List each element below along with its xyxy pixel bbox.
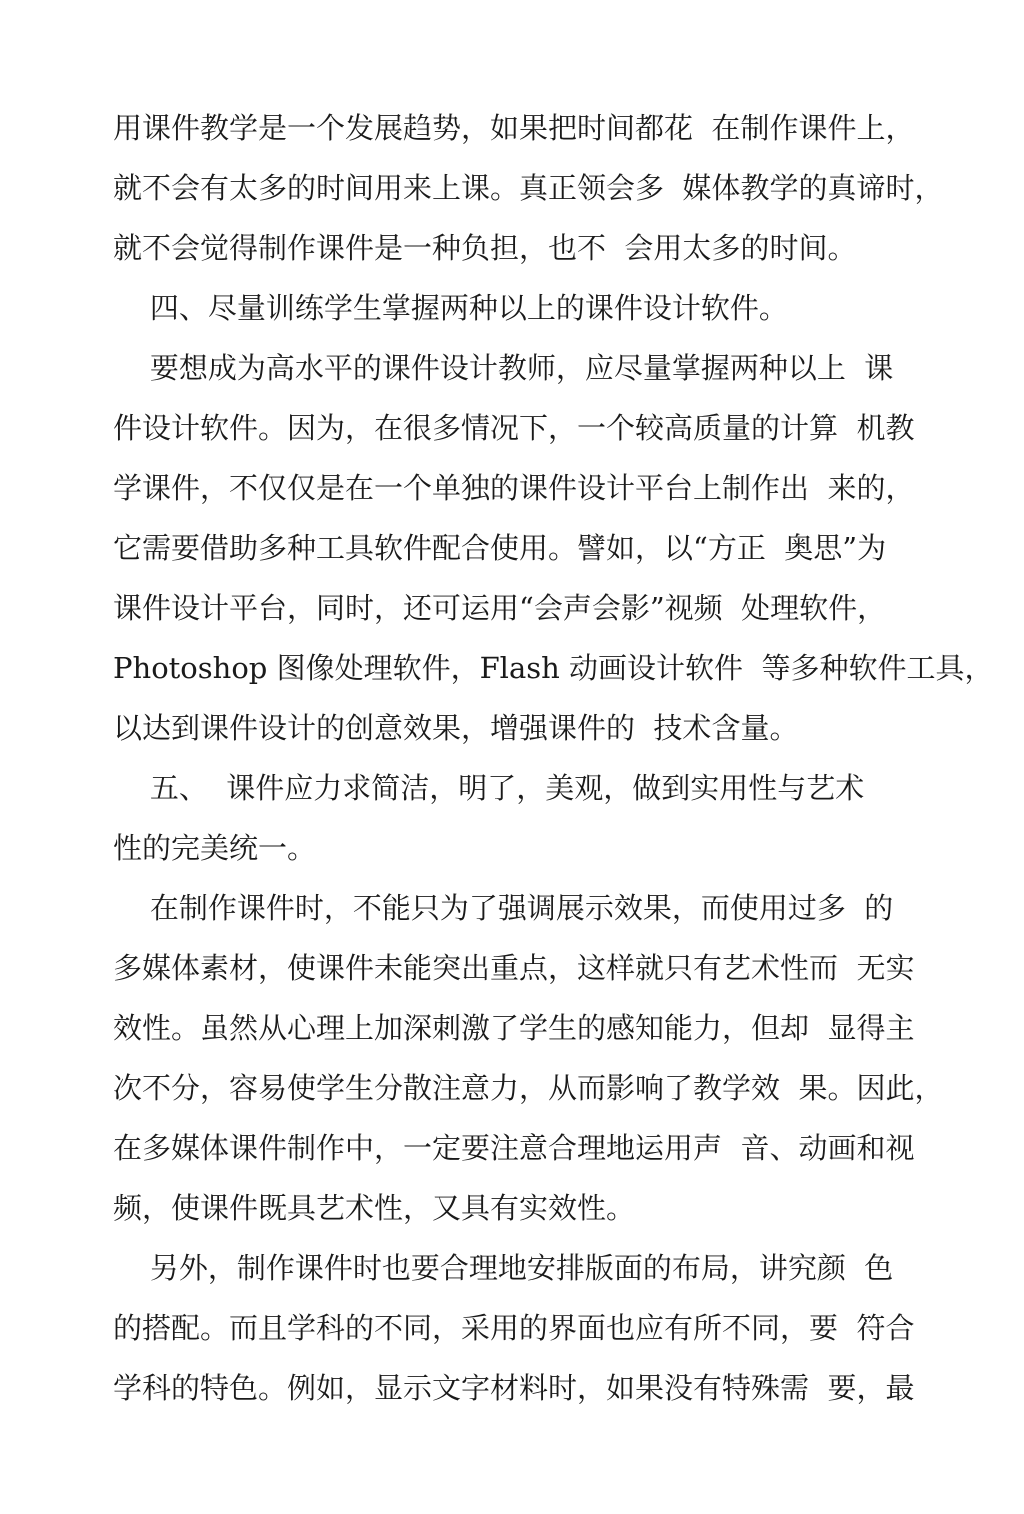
text-line: 用课件教学是一个发展趋势，如果把时间都花 在制作课件上，	[113, 111, 915, 145]
text-line: 次不分，容易使学生分散注意力，从而影响了教学效 果。因此，	[113, 1071, 944, 1105]
text-line: 频，使课件既具艺术性，又具有实效性。	[113, 1191, 636, 1225]
text-line: 的搭配。而且学科的不同，采用的界面也应有所不同，要 符合	[113, 1311, 915, 1345]
document-body	[113, 98, 994, 1418]
text-line: 就不会有太多的时间用来上课。真正领会多 媒体教学的真谛时，	[113, 171, 944, 205]
text-line: 另外，制作课件时也要合理地安排版面的布局，讲究颜 色	[113, 1251, 894, 1285]
text-line: 课件设计平台，同时，还可运用“会声会影”视频 处理软件，	[113, 591, 887, 625]
text-line: 就不会觉得制作课件是一种负担，也不 会用太多的时间。	[113, 231, 857, 265]
text-line: 在制作课件时，不能只为了强调展示效果，而使用过多 的	[113, 891, 894, 925]
section-heading-continued: 性的完美统一。	[113, 831, 317, 865]
text-line: Photoshop 图像处理软件，Flash 动画设计软件 等多种软件工具，	[113, 651, 994, 685]
text-line: 学科的特色。例如，显示文字材料时，如果没有特殊需 要，最	[113, 1371, 915, 1405]
text-line: 多媒体素材，使课件未能突出重点，这样就只有艺术性而 无实	[113, 951, 915, 985]
text-line: 件设计软件。因为，在很多情况下，一个较高质量的计算 机教	[113, 411, 915, 445]
text-line: 它需要借助多种工具软件配合使用。譬如，以“方正 奥思”为	[113, 531, 887, 565]
text-line: 学课件，不仅仅是在一个单独的课件设计平台上制作出 来的，	[113, 471, 915, 505]
text-line: 以达到课件设计的创意效果，增强课件的 技术含量。	[113, 711, 799, 745]
section-heading: 五、 课件应力求简洁，明了，美观，做到实用性与艺术	[113, 771, 865, 805]
text-line: 要想成为高水平的课件设计教师，应尽量掌握两种以上 课	[113, 351, 894, 385]
section-heading: 四、尽量训练学生掌握两种以上的课件设计软件。	[113, 291, 788, 325]
text-line: 在多媒体课件制作中，一定要注意合理地运用声 音、动画和视	[113, 1131, 915, 1165]
text-line: 效性。虽然从心理上加深刺激了学生的感知能力，但却 显得主	[113, 1011, 915, 1045]
